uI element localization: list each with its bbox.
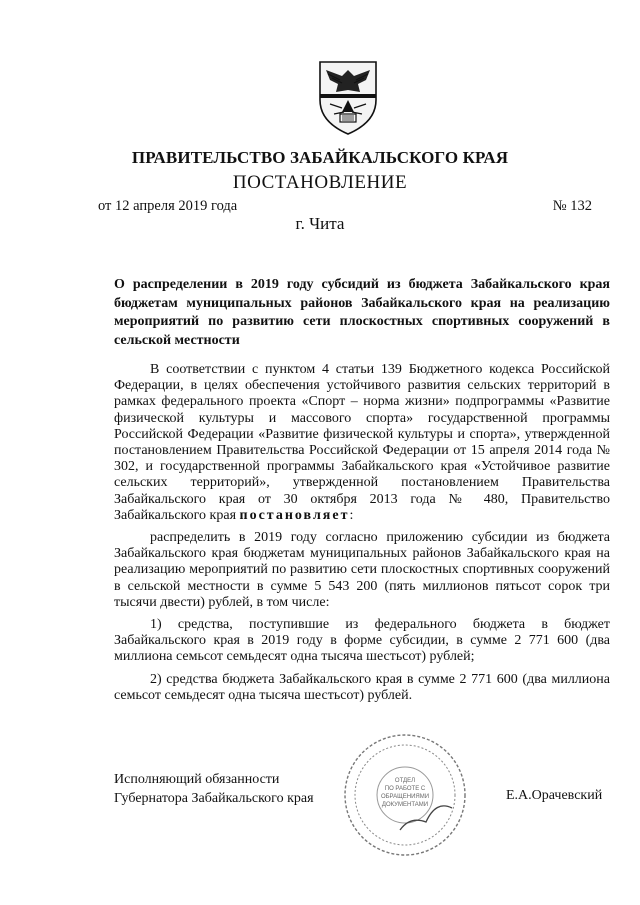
document-date: от 12 апреля 2019 года — [98, 198, 238, 214]
decree-colon: : — [349, 507, 354, 523]
document-subject: О распределении в 2019 году субсидий из бюджета Забайкальского края бюджетам муниципальных районов Забайкальского края на реализацию мероприятий по развитию сети плоскостных спортивных сооружений в сельской местности — [114, 277, 610, 348]
svg-text:ДОКУМЕНТАМИ: ДОКУМЕНТАМИ — [381, 802, 429, 808]
item-1-paragraph: 1) средства, поступившие из федерального бюджета в бюджет Забайкальского края в 2019 году в форме субсидии, в сумме 2 771 600 (два миллиона семьсот семьдесят одна тысяча шестьсот) рублей; — [114, 617, 610, 665]
government-title: ПРАВИТЕЛЬСТВО ЗАБАЙКАЛЬСКОГО КРАЯ — [131, 148, 509, 167]
svg-text:ОТДЕЛ: ОТДЕЛ — [394, 778, 416, 784]
main-paragraph: распределить в 2019 году согласно приложению субсидии из бюджета Забайкальского края бюджетам муниципальных районов Забайкальского края на реализацию мероприятий по развитию сети плоскостных спортивных сооружений в сельской местности в сумме 5 543 200 (пять миллионов пятьсот сорок три тысячи двести) рублей, в том числе: — [114, 530, 610, 610]
svg-text:ПО РАБОТЕ С: ПО РАБОТЕ С — [384, 786, 426, 792]
signer-name: Е.А.Орачевский — [506, 788, 603, 803]
decree-word: постановляет — [239, 507, 350, 523]
document-number: № 132 — [552, 198, 592, 214]
preamble-text: В соответствии с пунктом 4 статьи 139 Бюджетного кодекса Российской Федерации, в целях обеспечения устойчивого развития сельских территорий в рамках федерального проекта «Спорт – норма жизни» подпрограммы «Развитие физической культуры и массового спорта» государственной программы Российской Федерации «Развитие физической культуры и спорта», утвержденной постановлением Правительства Российской Федерации от 15 апреля 2014 года № 302, и государственной программы Забайкальского края «Устойчивое развитие сельских территорий», утвержденной постановлением Правительства Забайкальского края от 30 октября 2013 года № 480, Правительство Забайкальского края — [114, 362, 610, 523]
preamble-paragraph — [114, 362, 610, 524]
signer-position-line-1: Исполняющий обязанности — [114, 772, 280, 787]
signer-position-line-2: Губернатора Забайкальского края — [114, 791, 314, 806]
document-city: г. Чита — [295, 214, 345, 233]
svg-text:ОБРАЩЕНИЯМИ: ОБРАЩЕНИЯМИ — [380, 794, 430, 800]
signer-position — [114, 770, 314, 808]
item-2-paragraph: 2) средства бюджета Забайкальского края в сумме 2 771 600 (два миллиона семьсот семьдесят одна тысяча шестьсот) рублей. — [114, 671, 610, 703]
official-stamp — [340, 730, 470, 860]
document-type: ПОСТАНОВЛЕНИЕ — [232, 172, 408, 193]
coat-of-arms-icon — [312, 56, 384, 136]
document-body — [114, 362, 610, 704]
